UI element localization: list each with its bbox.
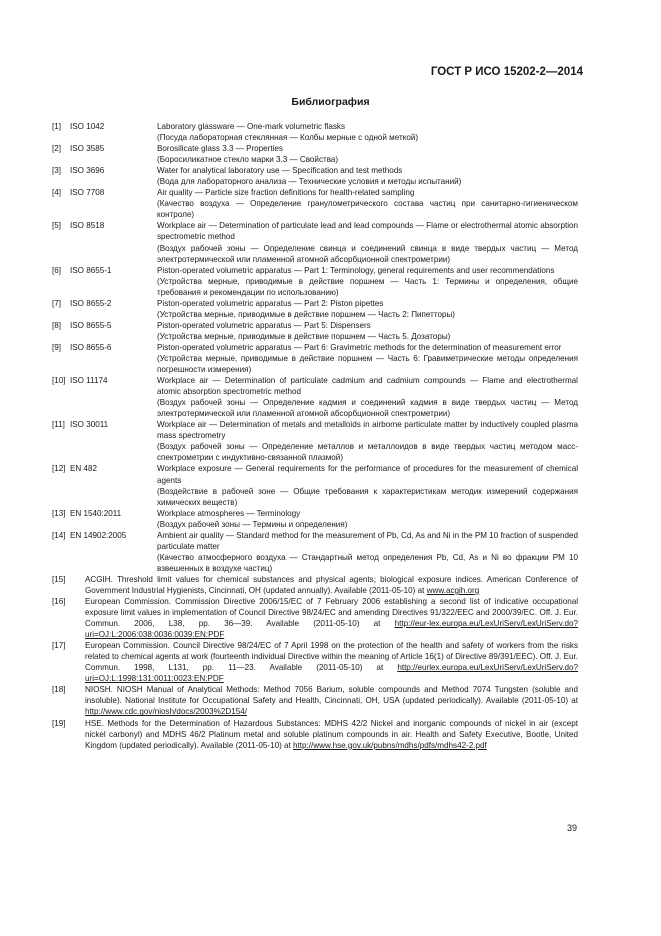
bibliography-title: Библиография <box>291 96 370 108</box>
ref-title-ru: (Воздух рабочей зоны — Определение кадмия и соединений кадмия в виде твердых частиц — Метод электротермической или пламенной атомной абсорбционной спектрометрии) <box>157 398 578 419</box>
ref-text: European Commission. Council Directive 98/24/EC of 7 April 1998 on the protection of the health and safety of workers from the risks related to chemical agents at work (fourteenth individual Directive within the meaning of Article 16(1) of Directive 89/391/EEC). Off. J. Eur. Commun. 1998, L131, pp. 11—23. Available (2011-05-10) at <box>85 641 578 673</box>
ref-code: ISO 11174 <box>70 376 108 386</box>
ref-title-en: Workplace air — Determination of particulate cadmium and cadmium compounds — Flame and electrothermal atomic absorption spectrometric method <box>157 376 578 397</box>
ref-title-ru: (Воздух рабочей зоны — Определение металлов и металлоидов в виде твердых частиц методом масс-спектрометрии с индуктивно-связанной плазмой) <box>157 442 578 463</box>
ref-number: [3] <box>52 166 61 176</box>
reference-item <box>52 718 578 751</box>
ref-title-ru: (Качество воздуха — Определение гранулометрического состава частиц при санитарно-гигиеническом контроле) <box>157 199 578 220</box>
ref-title-ru: (Воздух рабочей зоны — Термины и определения) <box>157 519 348 529</box>
ref-number: [12] <box>52 464 66 474</box>
reference-item <box>52 143 578 165</box>
ref-code: ISO 1042 <box>70 122 105 131</box>
reference-item <box>52 265 578 298</box>
ref-link[interactable]: http://eurlex.europa.eu/LexUriServ/LexUriServ.do?uri=OJ:L:1998:131:0011:0023:EN:PDF <box>85 663 579 684</box>
reference-item <box>52 684 578 717</box>
ref-text: HSE. Methods for the Determination of Hazardous Substances: MDHS 42/2 Nickel and inorganic compounds of nickel in air (except nickel carbonyl) and MDHS 46/2 Platinum metal and soluble platinum compounds in air. Health and Safety Executive, Bootle, United Kingdom (updated periodically). Available (2011-05-10) at <box>85 718 578 750</box>
reference-item <box>52 220 578 264</box>
ref-number: [17] <box>52 641 66 651</box>
ref-number: [2] <box>52 144 61 154</box>
ref-text: NIOSH. NIOSH Manual of Analytical Methods: Method 7056 Barium, soluble compounds and Method 7074 Tungsten (soluble and insoluble). National Institute for Occupational Safety and Health, Cincinnati, OH, USA (updated periodically). Available (2011-05-10) at <box>85 685 578 706</box>
ref-number: [9] <box>52 342 61 352</box>
reference-item <box>52 187 578 220</box>
ref-number: [18] <box>52 685 66 695</box>
ref-title-en: Piston-operated volumetric apparatus — Part 6: Gravimetric methods for the determination of measurement error <box>157 342 562 352</box>
ref-title-en: Borosilicate glass 3.3 — Properties <box>157 144 283 154</box>
ref-code: EN 1540:2011 <box>70 508 122 518</box>
ref-title-ru: (Боросиликатное стекло марки 3.3 — Свойства) <box>157 155 339 165</box>
ref-code: ISO 3696 <box>70 166 105 176</box>
ref-title-ru: (Качество атмосферного воздуха — Стандартный метод определения Pb, Cd, As и Ni во фракции PM 10 взвешенных в воздухе частиц) <box>157 552 578 573</box>
reference-item <box>52 121 578 143</box>
ref-number: [11] <box>52 420 65 430</box>
ref-code: ISO 8655-5 <box>70 320 112 330</box>
standard-header: ГОСТ Р ИСО 15202-2—2014 <box>430 66 583 78</box>
ref-title-en: Workplace air — Determination of particulate lead and lead compounds — Flame or electrothermal atomic absorption spectrometric method <box>157 221 578 242</box>
page-number: 39 <box>566 823 577 833</box>
ref-code: ISO 8518 <box>70 221 105 231</box>
reference-item <box>52 574 578 596</box>
reference-item <box>52 165 578 187</box>
reference-item <box>52 530 578 574</box>
ref-text: ACGIH. Threshold limit values for chemical substances and physical agents; biological exposure indices. American Conference of Government Industrial Hygienists, Cincinnati, OH (updated annually). Available (2011-05-10) at <box>85 574 578 595</box>
ref-title-ru: (Устройства мерные, приводимые в действие поршнем — Часть 6: Гравиметрические методы определения погрешности измерения) <box>157 353 578 375</box>
ref-title-en: Piston-operated volumetric apparatus — Part 5: Dispensers <box>157 320 371 330</box>
ref-code: EN 482 <box>70 464 97 474</box>
reference-item <box>52 640 578 684</box>
ref-title-en: Piston-operated volumetric apparatus — Part 2: Piston pipettes <box>157 298 384 308</box>
ref-number: [6] <box>52 265 61 275</box>
reference-item <box>52 320 578 342</box>
ref-number: [10] <box>52 376 66 386</box>
ref-number: [19] <box>52 718 66 728</box>
ref-code: EN 14902:2005 <box>70 530 127 540</box>
ref-code: ISO 3585 <box>70 144 105 154</box>
ref-text: European Commission. Commission Directive 2006/15/EC of 7 February 2006 establishing a second list of indicative occupational exposure limit values in implementation of Council Directive 98/24/EC and amending Directives 91/322/EEC and 2000/39/EC. Off. J. Eur. Commun. 2006, L38, pp. 36—39. Available (2011-05-10) at <box>85 597 578 629</box>
ref-title-ru: (Вода для лабораторного анализа — Технические условия и методы испытаний) <box>157 177 462 187</box>
ref-title-ru: (Устройства мерные, приводимые в действие поршнем — Часть 2: Пипетторы) <box>157 309 455 319</box>
ref-number: [14] <box>52 530 66 540</box>
ref-title-ru: (Посуда лабораторная стеклянная — Колбы мерные с одной меткой) <box>157 133 419 143</box>
ref-title-en: Workplace air — Determination of metals and metalloids in airborne particulate matter by inductively coupled plasma mass spectrometry <box>157 420 578 441</box>
reference-item <box>52 419 578 463</box>
ref-title-en: Air quality — Particle size fraction definitions for health-related sampling <box>157 188 415 198</box>
ref-number: [7] <box>52 298 61 308</box>
ref-title-ru: (Устройства мерные, приводимые в действие поршнем — Часть 5. Дозаторы) <box>157 331 451 341</box>
ref-title-en: Laboratory glassware — One-mark volumetric flasks <box>157 122 346 131</box>
ref-link[interactable]: http://www.hse.gov.uk/pubns/mdhs/pdfs/mdhs42-2.pdf <box>293 740 487 750</box>
ref-code: ISO 8655-6 <box>70 342 112 352</box>
ref-link[interactable]: www.acgih.org <box>426 585 480 595</box>
ref-title-en: Ambient air quality — Standard method for the measurement of Pb, Cd, As and Ni in the PM 10 fraction of suspended particulate matter <box>157 530 578 551</box>
reference-item <box>52 342 578 375</box>
ref-number: [4] <box>52 188 61 198</box>
ref-number: [13] <box>52 508 66 518</box>
ref-link[interactable]: http://www.cdc.gov/niosh/docs/2003%2D154/ <box>85 707 247 717</box>
ref-number: [5] <box>52 221 61 231</box>
reference-item <box>52 463 578 507</box>
ref-code: ISO 8655-1 <box>70 265 112 275</box>
reference-list <box>52 121 578 751</box>
ref-title-en: Workplace exposure — General requirements for the performance of procedures for the measurement of chemical agents <box>157 464 578 485</box>
ref-title-ru: (Устройства мерные, приводимые в действие поршнем — Часть 1: Термины и определения, общие требования и рекомендации по использованию) <box>157 276 578 297</box>
reference-item <box>52 508 578 530</box>
ref-title-en: Workplace atmospheres — Terminology <box>157 508 301 518</box>
ref-number: [1] <box>52 122 61 131</box>
reference-item <box>52 375 578 419</box>
ref-number: [15] <box>52 574 66 584</box>
ref-title-en: Piston-operated volumetric apparatus — Part 1: Terminology, general requirements and user recommendations <box>157 265 555 275</box>
ref-title-en: Water for analytical laboratory use — Specification and test methods <box>157 166 403 176</box>
ref-number: [16] <box>52 597 66 607</box>
ref-code: ISO 8655-2 <box>70 298 112 308</box>
ref-number: [8] <box>52 320 61 330</box>
reference-item <box>52 596 578 640</box>
reference-item <box>52 298 578 320</box>
ref-code: ISO 7708 <box>70 188 105 198</box>
ref-link[interactable]: http://eur-lex.europa.eu/LexUriServ/LexUriServ.do?uri=OJ:L:2006:038:0036:0039:EN:PDF <box>85 619 579 640</box>
ref-title-ru: (Воздух рабочей зоны — Определение свинца и соединений свинца в виде твердых частиц — Метод электротермической или пламенной атомной абсорбционной спектрометрии) <box>157 243 578 264</box>
ref-code: ISO 30011 <box>70 420 109 430</box>
ref-title-ru: (Воздействие в рабочей зоне — Общие требования к характеристикам методик измерений содержания химических веществ) <box>157 486 578 507</box>
